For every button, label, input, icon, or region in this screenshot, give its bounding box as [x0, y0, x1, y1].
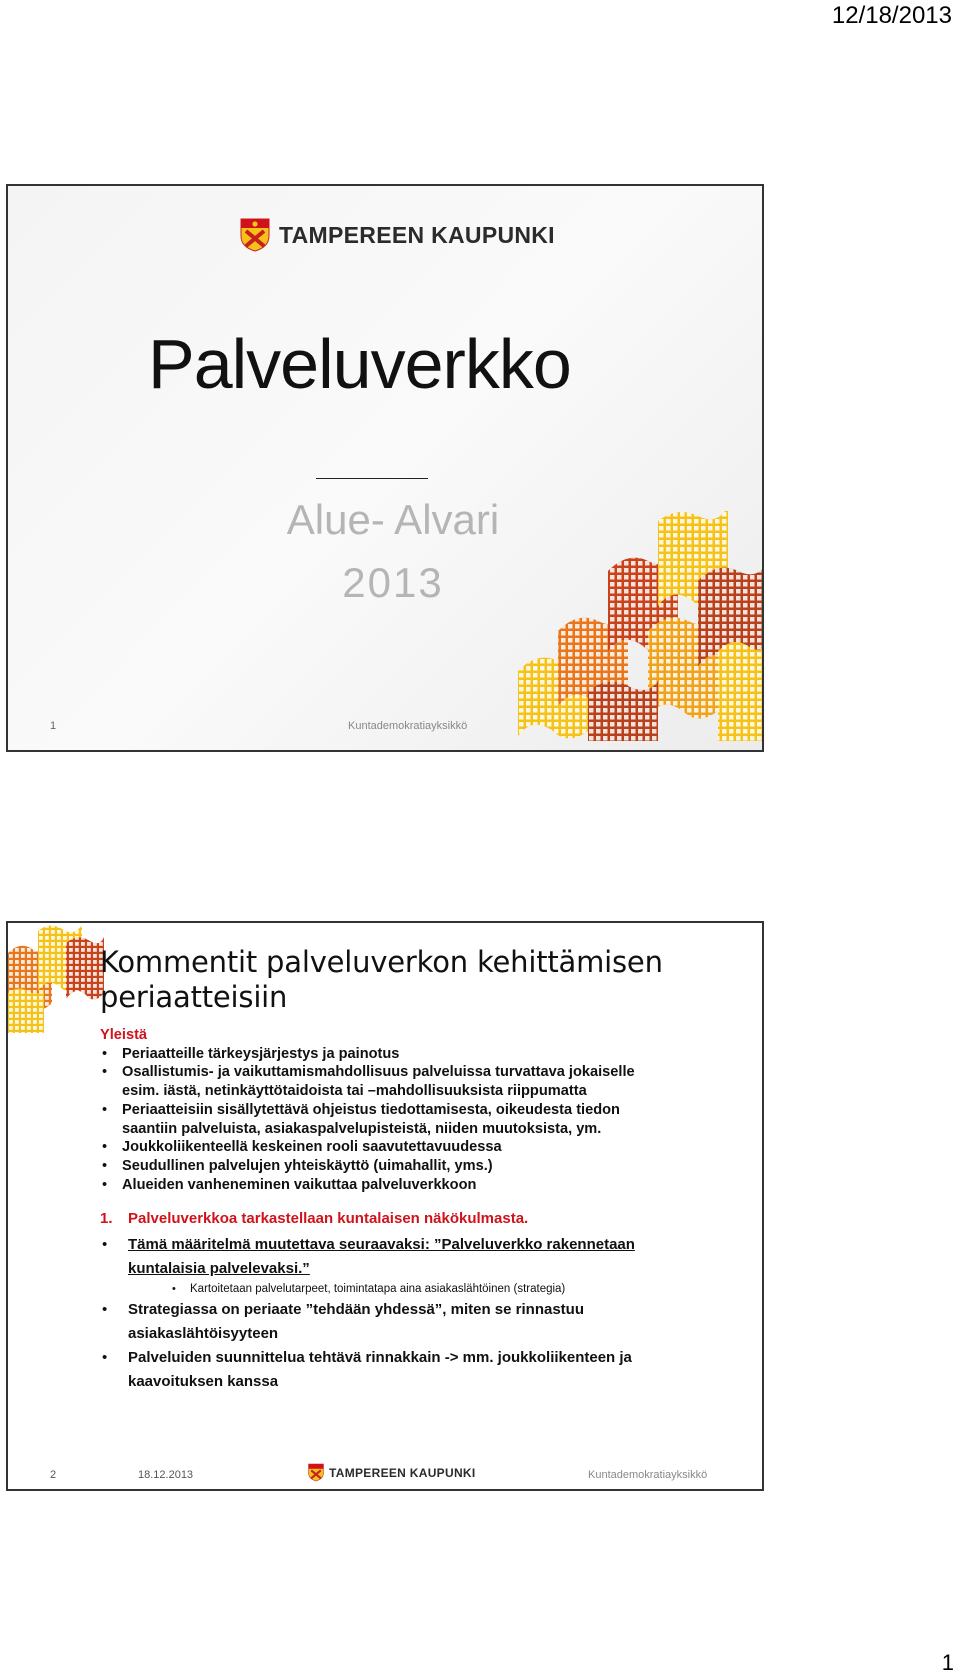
coat-of-arms-icon — [308, 1463, 324, 1482]
list-item: • Strategiassa on periaate ”tehdään yhdessä”, miten se rinnastuu — [100, 1298, 740, 1322]
list-item: • Periaatteisiin sisällytettävä ohjeistus tiedottamisesta, oikeudesta tiedon — [102, 1101, 620, 1118]
list-item: • Palveluiden suunnittelua tehtävä rinnakkain -> mm. joukkoliikenteen ja — [100, 1346, 740, 1370]
slide-footer: Kuntademokratiayksikkö — [588, 1469, 708, 1481]
bullet-icon: • — [102, 1101, 108, 1118]
section-heading: Yleistä — [100, 1027, 148, 1043]
bullet-icon: • — [102, 1236, 108, 1254]
logo-text: TAMPEREEN KAUPUNKI — [279, 221, 555, 248]
list-item: • Alueiden vanheneminen vaikuttaa palveluverkkoon — [102, 1176, 477, 1193]
numbered-item: 1. Palveluverkkoa tarkastellaan kuntalaisen näkökulmasta. — [100, 1210, 529, 1228]
list-item: • Osallistumis- ja vaikuttamismahdollisuus palveluissa turvattava jokaiselle — [102, 1064, 635, 1081]
slide-year: 2013 — [342, 559, 444, 606]
logo-text: TAMPEREEN KAUPUNKI — [329, 1465, 476, 1480]
title-line: periaatteisiin — [100, 980, 288, 1014]
slide-number: 2 — [50, 1469, 57, 1481]
item-number: 1. — [100, 1210, 113, 1228]
slide-title — [100, 945, 663, 1015]
list-item: • Tämä määritelmä muutettava seuraavaksi: ”Palveluverkko rakennetaan — [100, 1233, 740, 1257]
bullet-icon: • — [102, 1157, 108, 1174]
slide-number: 1 — [50, 720, 57, 732]
list-item-continuation: kaavoituksen kanssa — [128, 1373, 279, 1391]
bullet-icon: • — [102, 1301, 108, 1319]
title-line: Kommentit palveluverkon kehittämisen — [100, 945, 663, 979]
list-item: • Joukkoliikenteellä keskeinen rooli saavutettavuudessa — [102, 1139, 502, 1156]
sub-list-item: • Kartoitetaan palvelutarpeet, toimintatapa aina asiakaslähtöinen (strategia) — [100, 1281, 740, 1298]
coat-of-arms-icon — [240, 218, 270, 252]
slide-footer-bar — [8, 1459, 762, 1491]
page-number: 1 — [941, 1650, 954, 1675]
tampere-logo — [240, 218, 555, 252]
page-date: 12/18/2013 — [831, 2, 952, 29]
bullet-icon: • — [102, 1045, 108, 1062]
flag-pattern-decoration — [518, 511, 764, 741]
slide-1 — [6, 184, 764, 752]
flag-pattern-decoration — [8, 923, 104, 1033]
slide-2 — [6, 921, 764, 1491]
bullet-icon: • — [102, 1139, 108, 1156]
slide-subtitle: Alue- Alvari — [286, 496, 500, 543]
bullet-icon: • — [102, 1064, 108, 1081]
list-item-continuation: esim. iästä, netinkäyttötaidoista tai –mahdollisuuksista riippumatta — [122, 1083, 587, 1100]
slide-footer: Kuntademokratiayksikkö — [348, 720, 468, 732]
bullet-icon: • — [102, 1349, 108, 1367]
list-item-continuation: saantiin palveluista, asiakaspalvelupisteistä, niiden muutoksista, ym. — [122, 1120, 602, 1137]
slide-title: Palveluverkko — [148, 325, 571, 403]
list-item-continuation: asiakaslähtöisyyteen — [128, 1325, 279, 1343]
slide-date: 18.12.2013 — [138, 1469, 194, 1481]
slide-body — [100, 1026, 740, 1394]
tampere-logo — [308, 1463, 476, 1482]
bullet-icon: • — [102, 1176, 108, 1193]
list-item: • Periaatteille tärkeysjärjestys ja painotus — [102, 1045, 400, 1062]
bullet-icon: • — [172, 1283, 176, 1296]
title-divider — [316, 478, 428, 479]
list-item: • Seudullinen palvelujen yhteiskäyttö (uimahallit, yms.) — [102, 1157, 493, 1174]
list-item-continuation: kuntalaisia palvelevaksi.” — [128, 1260, 310, 1278]
